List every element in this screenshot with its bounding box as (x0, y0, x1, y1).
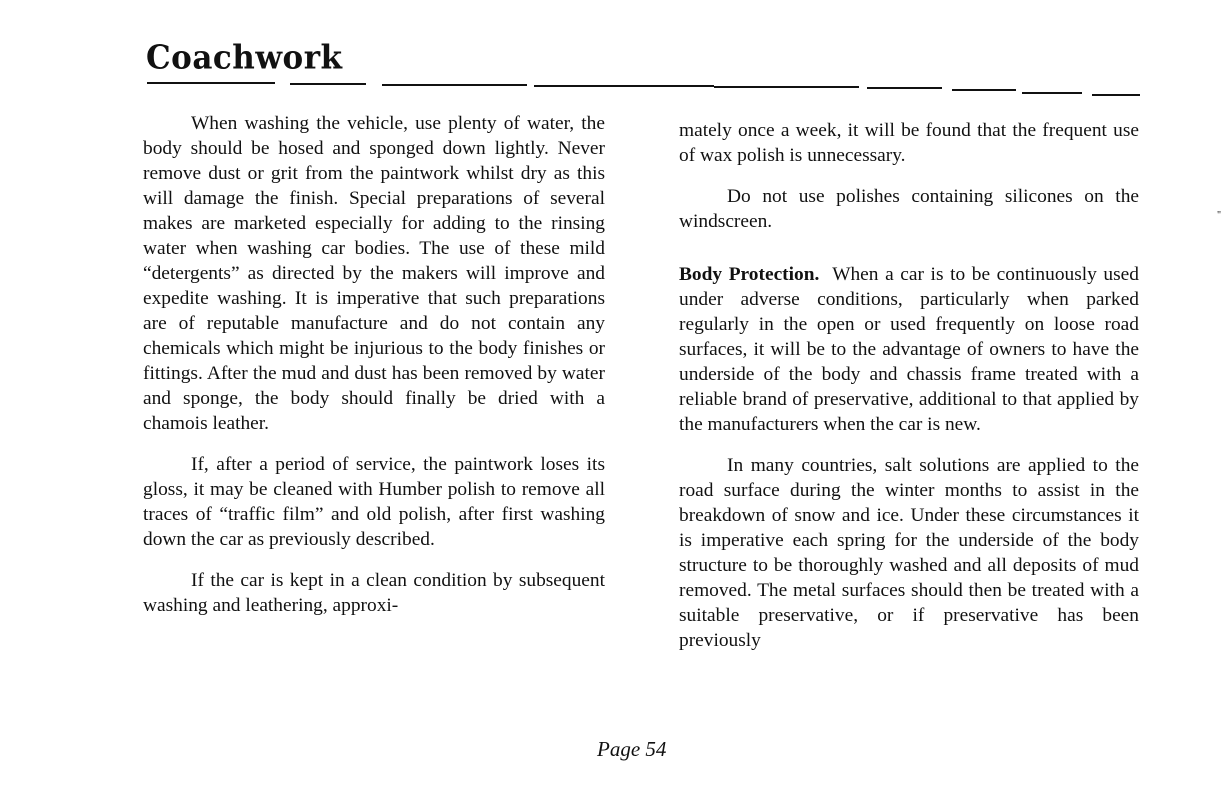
heading-rule-segment (714, 86, 859, 88)
body-protection-text: When a car is to be continuously used under adverse conditions, particularly when parked regularly in the open or used frequently on loose road surfaces, it will be to the advantage of owners to have the underside of the body and chassis frame treated with a reliable brand of preservative, additional to that applied by the manufacturers when the car is new. (679, 264, 1139, 435)
scan-edge-mark: " (1217, 210, 1222, 221)
heading-rule-segment (147, 82, 275, 84)
page-heading: Coachwork (146, 39, 343, 77)
right-column (679, 118, 1139, 669)
polish-paragraph: If, after a period of service, the paintwork loses its gloss, it may be cleaned with Humber polish to remove all traces of “traffic film” and old polish, after first washing down the car as previously described. (143, 454, 605, 550)
heading-rule-segment (1022, 92, 1082, 94)
heading-rule-segment (534, 85, 714, 87)
heading-rule-segment (952, 89, 1016, 91)
left-column (143, 111, 605, 634)
washing-paragraph: When washing the vehicle, use plenty of water, the body should be hosed and sponged down lightly. Never remove dust or grit from the paintwork whilst dry as this will damage the finish. Special preparations of several makes are marketed especially for adding to the rinsing water when washing car bodies. The use of these mild “detergents” as directed by the makers will improve and expedite washing. It is imperative that such preparations are of reputable manufacture and do not contain any chemicals which might be injurious to the body finishes or fittings. After the mud and dust has been removed by water and sponge, the body should finally be dried with a chamois leather. (143, 113, 605, 434)
clean-condition-paragraph: If the car is kept in a clean condition by subsequent washing and leathering, approxi- (143, 570, 605, 616)
heading-rule-segment (382, 84, 527, 86)
salt-paragraph: In many countries, salt solutions are applied to the road surface during the winter months to assist in the breakdown of snow and ice. Under these circumstances it is imperative each spring for the underside of the body structure to be thoroughly washed and all deposits of mud removed. The metal surfaces should then be treated with a suitable preservative, or if preservative has been previously (679, 455, 1139, 651)
heading-rule-segment (1092, 94, 1140, 96)
continuation-paragraph: mately once a week, it will be found that the frequent use of wax polish is unnecessary. (679, 120, 1139, 166)
heading-rule-segment (290, 83, 366, 85)
body-protection-paragraph (679, 262, 1139, 437)
silicone-note: Do not use polishes containing silicones on the windscreen. (679, 186, 1139, 232)
page-number: Page 54 (597, 737, 667, 761)
body-protection-title: Body Protection. (679, 264, 820, 285)
heading-rule-segment (867, 87, 942, 89)
